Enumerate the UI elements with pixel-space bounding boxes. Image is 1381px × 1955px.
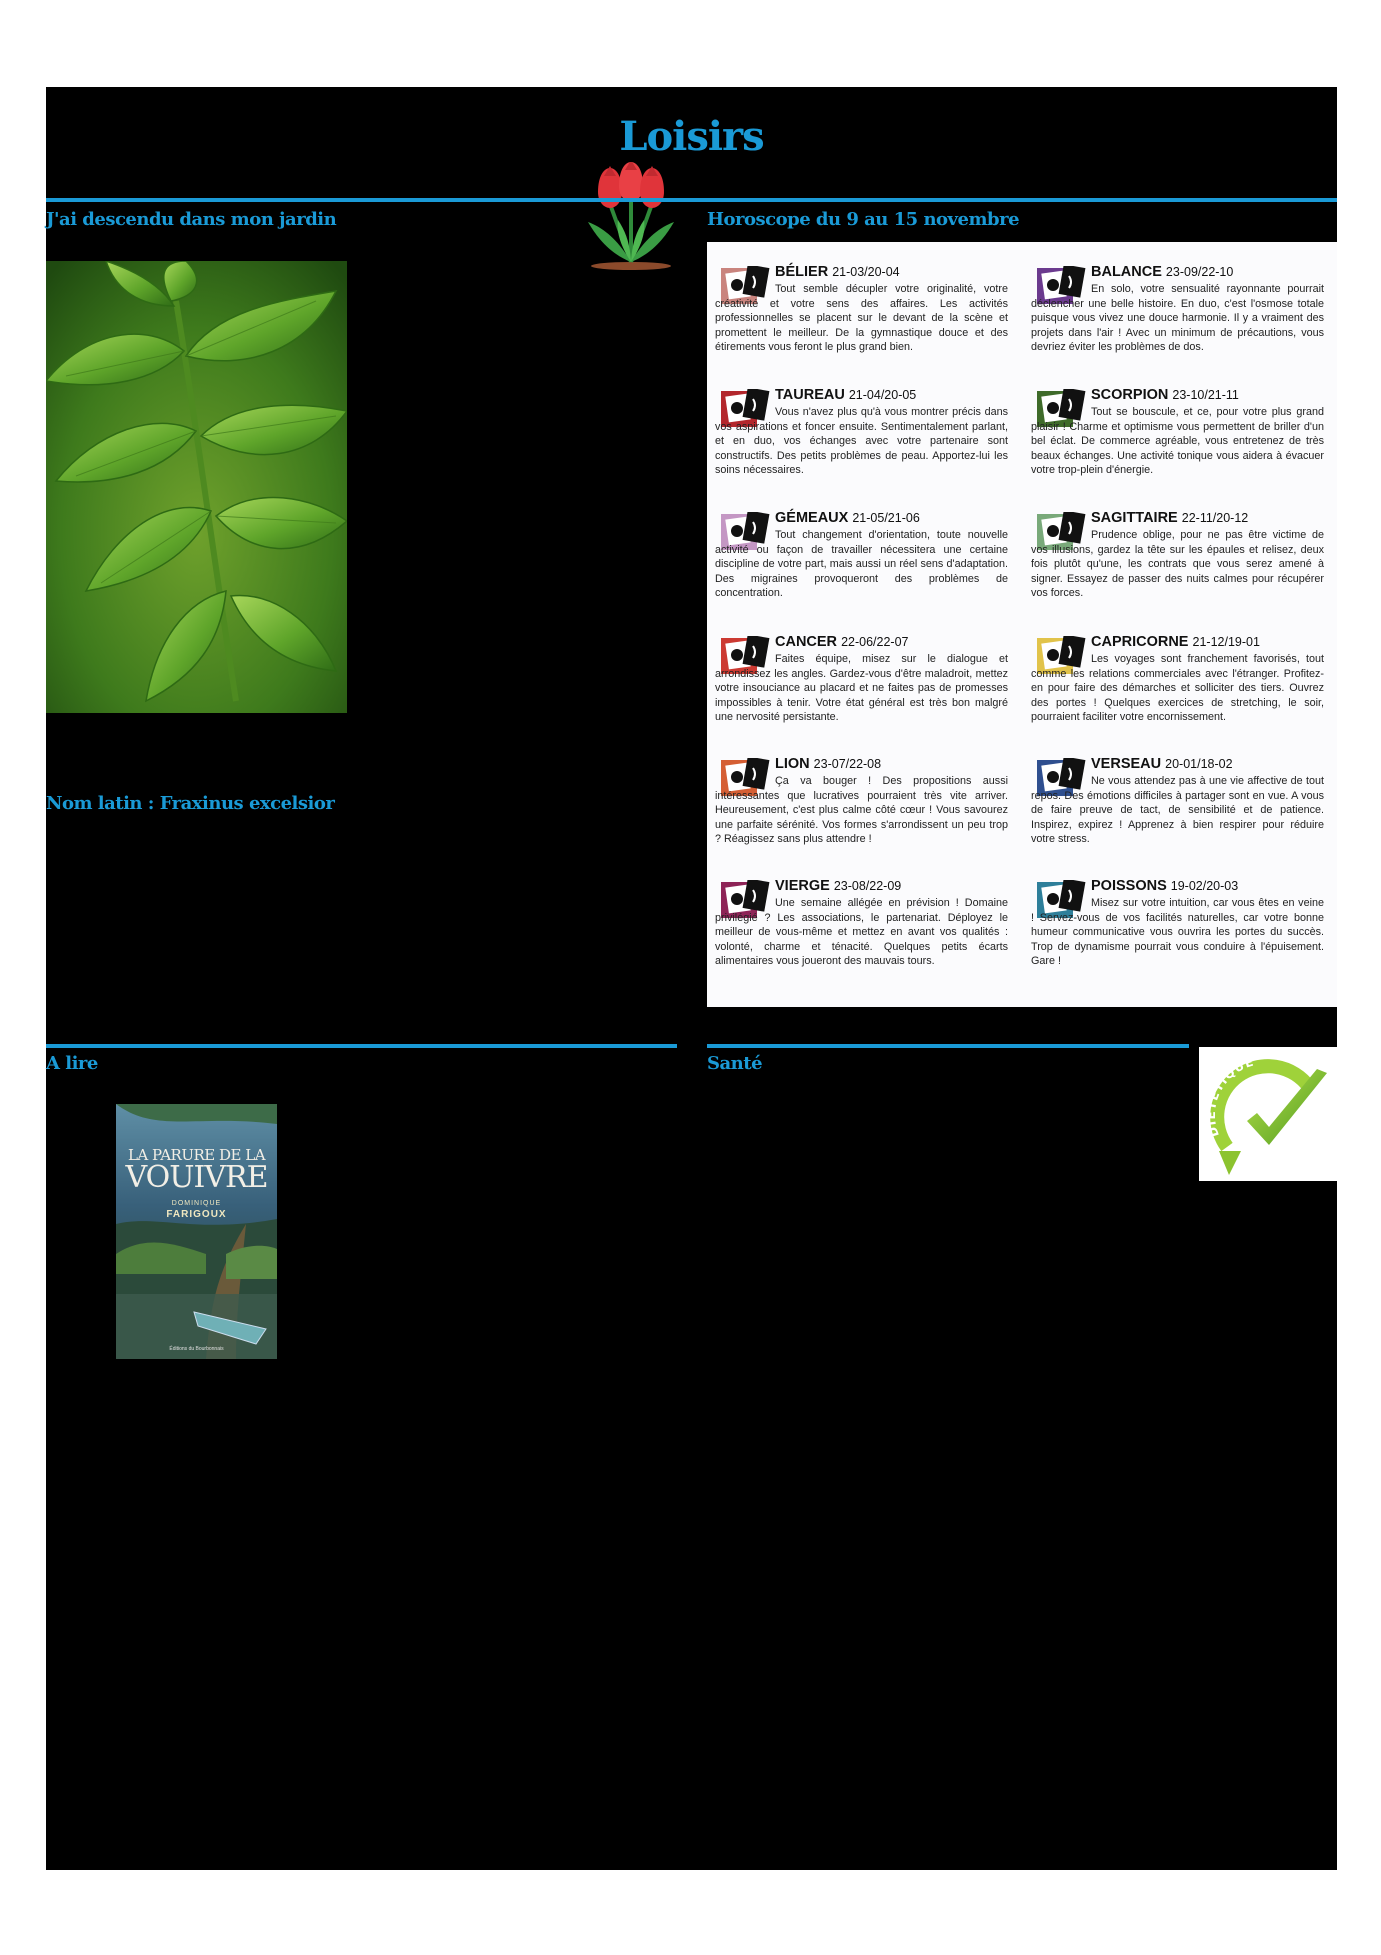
horoscope-sign	[715, 634, 1008, 752]
sign-text: Ça va bouger ! Des propositions aussi intéressantes que lucratives pourraient très vite arriver. Heureusement, c'est plus calme côté cœur ! Vous savourez une parfaite sérénité. Vos formes s'arrondissent un peu trop ? Réagissez sans plus attendre !	[715, 775, 1008, 846]
horoscope-sign	[1031, 634, 1324, 752]
horoscope-heading: Horoscope du 9 au 15 novembre	[707, 209, 1020, 230]
check-icon	[1199, 1047, 1337, 1181]
sign-header	[1091, 634, 1260, 650]
book-publisher: Éditions du Bourbonnais	[169, 1346, 224, 1352]
sign-dates: 22-06/22-07	[841, 635, 909, 649]
sign-name: TAUREAU	[775, 387, 845, 403]
sign-dates: 22-11/20-12	[1181, 511, 1249, 525]
horoscope-sign	[715, 264, 1008, 382]
sign-name: CANCER	[775, 634, 838, 650]
newspaper-page	[46, 87, 1337, 1870]
sign-dates: 23-09/22-10	[1165, 265, 1234, 279]
section-rule	[707, 1044, 1189, 1048]
sign-text: Ne vous attendez pas à une vie affective de tout repos. Des émotions difficiles à partager sont en vue. A vous de faire preuve de tact, de sensibilité et de patience. Inspirez, expirez ! Apprenez à bien respirer pour réduire votre stress.	[1031, 775, 1324, 846]
section-rule	[46, 1044, 677, 1048]
sign-text: Les voyages sont franchement favorisés, tout comme les relations commerciales avec l'étranger. Profitez-en pour faire des démarches et solliciter des tiers. Ouvrez des portes ! Quelques exercices de stretching, le soir, pourraient faciliter votre encornissement.	[1031, 653, 1324, 724]
sign-header	[775, 387, 916, 403]
sign-dates: 21-12/19-01	[1192, 635, 1260, 649]
sign-dates: 19-02/20-03	[1170, 879, 1239, 893]
sign-text: Tout se bouscule, et ce, pour votre plus grand plaisir ! Charme et optimisme vous permettent de briller d'un bel éclat. De commerce agréable, vous entretenez de très beaux échanges. Une activité tonique vous aidera à évacuer votre trop-plein d'énergie.	[1031, 406, 1324, 477]
sign-name: LION	[775, 756, 810, 772]
sign-text: En solo, votre sensualité rayonnante pourrait déclencher une belle histoire. En duo, c'est l'osmose totale puisque vous vivez une douce harmonie. Il y a vraiment des projets dans l'air ! Avec un minimum de précautions, vous devriez éviter les problèmes de dos.	[1031, 283, 1324, 354]
sign-text: Misez sur votre intuition, car vous êtes en veine ! Servez-vous de vos facilités naturelles, car votre bonne humeur communicative vous ouvrira les portes du succès. Trop de dynamisme pourrait vous conduire à l'épuisement. Gare !	[1031, 897, 1324, 968]
book-author-line2: FARIGOUX	[166, 1209, 227, 1220]
page-title: Loisirs	[619, 113, 764, 160]
sign-text: Tout changement d'orientation, toute nouvelle activité ou façon de travailler nécessitera une certaine discipline de votre part, mais aussi un réel sens d'adaptation. Des migraines provoqueront des problèmes de concentration.	[715, 529, 1008, 600]
tulip-illustration	[586, 162, 676, 272]
sign-header	[775, 634, 908, 650]
book-cover	[116, 1104, 277, 1359]
sign-name: GÉMEAUX	[775, 510, 849, 526]
sign-dates: 21-04/20-05	[848, 388, 917, 402]
dietetics-badge	[1199, 1047, 1337, 1181]
health-heading: Santé	[707, 1053, 763, 1074]
sign-header	[1091, 756, 1233, 772]
sign-header	[1091, 510, 1248, 526]
horoscope-sign	[715, 878, 1008, 996]
horoscope-sign	[715, 387, 1008, 505]
book-cover-art	[116, 1104, 277, 1359]
sign-dates: 20-01/18-02	[1165, 757, 1233, 771]
sign-header	[775, 878, 901, 894]
sign-name: BALANCE	[1091, 264, 1162, 280]
sign-dates: 21-05/21-06	[852, 511, 920, 525]
sign-header	[1091, 264, 1233, 280]
ash-leaf-photo	[46, 261, 347, 713]
sign-header	[775, 510, 920, 526]
horoscope-sign	[715, 510, 1008, 628]
sign-name: SCORPION	[1091, 387, 1169, 403]
horoscope-sign	[1031, 878, 1324, 996]
sign-header	[775, 264, 900, 280]
sign-text: Prudence oblige, pour ne pas être victime de vos illusions, gardez la tête sur les épaules et relisez, deux fois plutôt qu'une, les contrats que vous serez amené à signer. Essayez de passer des nuits calmes pour récupérer vos forces.	[1031, 529, 1324, 600]
book-author-line1: DOMINIQUE	[171, 1200, 222, 1207]
sign-dates: 23-08/22-09	[833, 879, 902, 893]
sign-name: VIERGE	[775, 878, 830, 894]
garden-heading: J'ai descendu dans mon jardin	[46, 209, 337, 230]
sign-text: Tout semble décupler votre originalité, votre créativité et votre sens des affaires. Les activités professionnelles se placent sur le devant de la scène et promettent le meilleur. De la gymnastique douce et des étirements vous feront le plus grand bien.	[715, 283, 1008, 354]
dietetics-label: DIÉTÉTIQUE	[1203, 1054, 1256, 1139]
horoscope-sign	[715, 756, 1008, 874]
book-title-line1: LA PARURE DE LA	[127, 1146, 266, 1164]
reading-heading: A lire	[46, 1053, 98, 1074]
sign-dates: 23-10/21-11	[1172, 388, 1239, 402]
sign-header	[1091, 387, 1239, 403]
book-title-line2: VOUIVRE	[125, 1160, 268, 1195]
sign-text: Une semaine allégée en prévision ! Domaine privilégié ? Les associations, le partenariat. Déployez le meilleur de vous-même et mettez en avant vos qualités : volonté, charme et ténacité. Quelques petits écarts alimentaires vous joueront des mauvais tours.	[715, 897, 1008, 968]
sign-header	[1091, 878, 1238, 894]
sign-dates: 23-07/22-08	[813, 757, 882, 771]
horoscope-sign	[1031, 756, 1324, 874]
latin-name: Nom latin : Fraxinus excelsior	[46, 793, 335, 814]
horoscope-panel	[707, 242, 1337, 1007]
sign-name: CAPRICORNE	[1091, 634, 1189, 650]
sign-name: VERSEAU	[1091, 756, 1162, 772]
horoscope-sign	[1031, 387, 1324, 505]
sign-name: POISSONS	[1091, 878, 1167, 894]
sign-name: SAGITTAIRE	[1091, 510, 1178, 526]
horoscope-sign	[1031, 510, 1324, 628]
sign-dates: 21-03/20-04	[832, 265, 900, 279]
horoscope-sign	[1031, 264, 1324, 382]
sign-header	[775, 756, 881, 772]
section-rule	[46, 198, 1337, 202]
sign-name: BÉLIER	[775, 264, 829, 280]
sign-text: Vous n'avez plus qu'à vous montrer précis dans vos aspirations et foncer ensuite. Sentimentalement parlant, et en duo, vos échanges avec votre partenaire sont constructifs. Des petits problèmes de peau. Apportez-lui les soins nécessaires.	[715, 406, 1008, 477]
sign-text: Faites équipe, misez sur le dialogue et arrondissez les angles. Gardez-vous d'être maladroit, mettez votre insouciance au placard et ne faites pas de promesses impossibles à tenir. Votre état général est très bon malgré une nervosité persistante.	[715, 653, 1008, 724]
